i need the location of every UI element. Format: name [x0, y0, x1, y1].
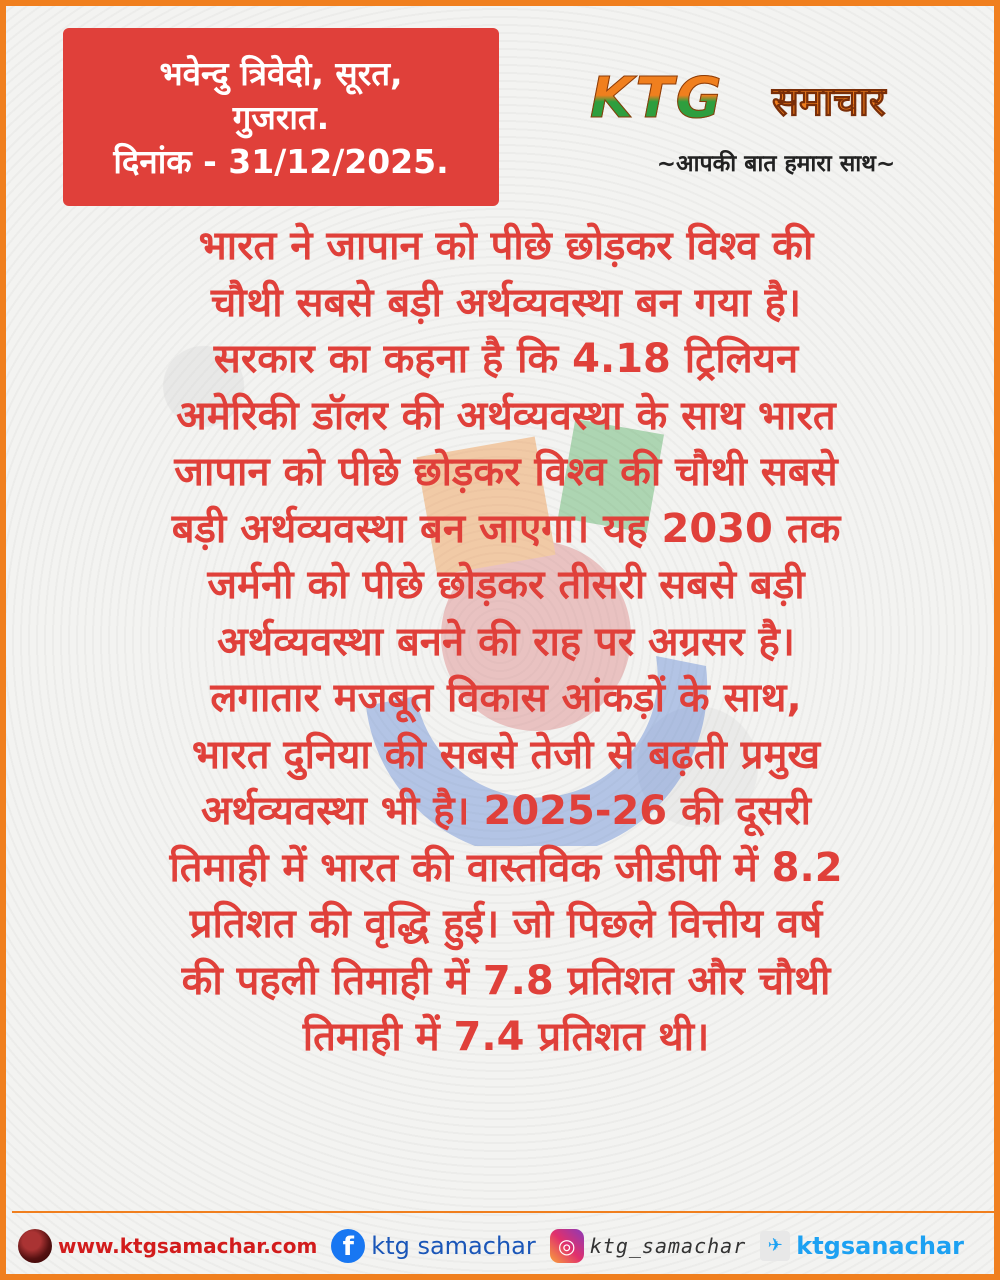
- author-date-box: [63, 28, 499, 206]
- news-article-body: [16, 218, 996, 1066]
- social-footer: [18, 1221, 994, 1271]
- instagram-link[interactable]: [550, 1229, 747, 1263]
- twitter-icon: ✈: [760, 1231, 790, 1261]
- article-line: जर्मनी को पीछे छोड़कर तीसरी सबसे बड़ी: [207, 562, 805, 608]
- author-line-1: भवेन्दु त्रिवेदी, सूरत,: [159, 54, 403, 93]
- instagram-icon: ◎: [550, 1229, 584, 1263]
- article-line: की पहली तिमाही में 7.8 प्रतिशत और चौथी: [181, 957, 831, 1004]
- website-link[interactable]: [18, 1229, 317, 1263]
- logo-brand-hindi: समाचार: [772, 79, 886, 125]
- article-line: चौथी सबसे बड़ी अर्थव्यवस्था बन गया है।: [210, 279, 802, 326]
- author-line-2: गुजरात.: [232, 98, 330, 137]
- article-line: अर्थव्यवस्था भी है। 2025-26 की दूसरी: [200, 788, 812, 834]
- article-line: बड़ी अर्थव्यवस्था बन जाएगा। यह 2030 तक: [171, 505, 841, 552]
- article-line: तिमाही में भारत की वास्तविक जीडीपी में 8.2: [169, 844, 843, 891]
- facebook-text: ktg samachar: [371, 1232, 536, 1260]
- twitter-text: ktgsanachar: [796, 1232, 964, 1260]
- article-line: तिमाही में 7.4 प्रतिशत थी।: [302, 1014, 710, 1060]
- footer-divider: [12, 1211, 1000, 1213]
- article-line: भारत दुनिया की सबसे तेजी से बढ़ती प्रमुख: [191, 731, 821, 778]
- article-line: अमेरिकी डॉलर की अर्थव्यवस्था के साथ भारत: [176, 392, 836, 439]
- article-line: प्रतिशत की वृद्धि हुई। जो पिछले वित्तीय वर्ष: [189, 901, 823, 947]
- facebook-link[interactable]: [331, 1229, 535, 1263]
- article-line: भारत ने जापान को पीछे छोड़कर विश्व की: [198, 223, 814, 269]
- date-line: दिनांक - 31/12/2025.: [113, 142, 449, 181]
- instagram-text: ktg_samachar: [589, 1234, 747, 1258]
- article-line: अर्थव्यवस्था बनने की राह पर अग्रसर है।: [217, 618, 795, 665]
- logo-brand: KTG: [590, 66, 724, 131]
- article-line: लगातार मजबूत विकास आंकड़ों के साथ,: [210, 675, 802, 721]
- globe-icon: [18, 1229, 52, 1263]
- facebook-icon: f: [331, 1229, 365, 1263]
- website-text: www.ktgsamachar.com: [58, 1234, 318, 1258]
- article-line: जापान को पीछे छोड़कर विश्व की चौथी सबसे: [174, 449, 838, 495]
- twitter-link[interactable]: [760, 1231, 964, 1261]
- logo-tagline: ~आपकी बात हमारा साथ~: [656, 151, 896, 177]
- ktg-logo: [590, 66, 960, 136]
- article-line: सरकार का कहना है कि 4.18 ट्रिलियन: [213, 336, 799, 382]
